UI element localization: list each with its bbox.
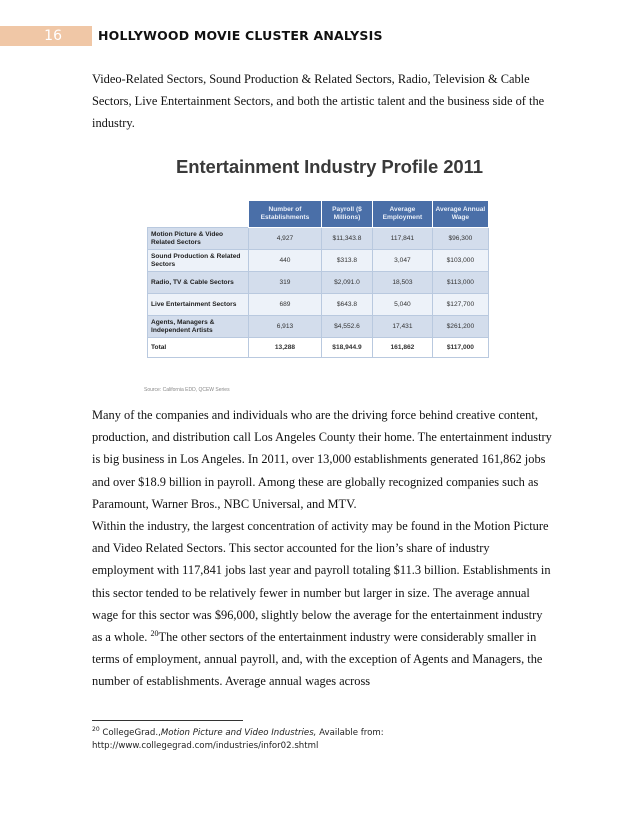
- footnote-divider: [92, 720, 243, 721]
- intro-paragraph: Video-Related Sectors, Sound Production & Related Sectors, Radio, Television & Cable Sectors, Live Entertainment Sectors, and both the artistic talent and the business side of the industry.: [92, 72, 545, 131]
- wage-cell: $261,200: [432, 316, 488, 338]
- table-corner-cell: [148, 201, 249, 228]
- page-header: [0, 26, 638, 46]
- table-row: [148, 250, 489, 272]
- footnote: [92, 727, 552, 754]
- employment-cell: 17,431: [373, 316, 433, 338]
- industry-profile-table: [147, 200, 489, 358]
- table-row: [148, 272, 489, 294]
- footnote-italic-title: Motion Picture and Video Industries,: [160, 728, 317, 738]
- employment-cell: 117,841: [373, 228, 433, 250]
- establishments-cell: 6,913: [249, 316, 322, 338]
- third-paragraph-part-b: The other sectors of the entertainment industry were considerably smaller in terms of employment, annual payroll, and, with the exception of Agents and Managers, the number of establishments. Average annual wages across: [92, 630, 543, 689]
- payroll-cell: $313.8: [321, 250, 372, 272]
- column-header-employment: Average Employment: [373, 201, 433, 228]
- establishments-cell: 319: [249, 272, 322, 294]
- table-total-row: [148, 338, 489, 358]
- column-header-wage: Average Annual Wage: [432, 201, 488, 228]
- table-header-row: [148, 201, 489, 228]
- total-wage: $117,000: [432, 338, 488, 358]
- industry-profile-figure: [144, 140, 495, 397]
- footnote-reference[interactable]: 20: [150, 628, 159, 638]
- establishments-cell: 689: [249, 294, 322, 316]
- wage-cell: $103,000: [432, 250, 488, 272]
- total-payroll: $18,944.9: [321, 338, 372, 358]
- third-paragraph-part-a: Within the industry, the largest concentration of activity may be found in the Motion Picture and Video Related Sectors. This sector accounted for the lion’s share of industry employment with 117,841 jobs last year and payroll totaling $11.3 billion. Establishments in this sector tended to be relatively fewer in number but larger in size. The average annual wage for this sector was $96,000, slightly below the average for the entertainment industry as a whole.: [92, 519, 551, 645]
- footnote-text-a: CollegeGrad.,: [102, 728, 161, 738]
- total-employment: 161,862: [373, 338, 433, 358]
- sector-label: Agents, Managers & Independent Artists: [148, 316, 249, 338]
- footnote-number: 20: [92, 726, 100, 734]
- employment-cell: 18,503: [373, 272, 433, 294]
- employment-cell: 3,047: [373, 250, 433, 272]
- sector-label: Live Entertainment Sectors: [148, 294, 249, 316]
- wage-cell: $113,000: [432, 272, 488, 294]
- column-header-establishments: Number of Establishments: [249, 201, 322, 228]
- payroll-cell: $11,343.8: [321, 228, 372, 250]
- figure-source: Source: California EDD, QCEW Series: [144, 387, 230, 393]
- total-establishments: 13,288: [249, 338, 322, 358]
- page-number: 16: [0, 26, 92, 46]
- footnote-citation: [92, 727, 552, 740]
- second-paragraph: Many of the companies and individuals who are the driving force behind creative content, production, and distribution call Los Angeles County their home. The entertainment industry is big business in Los Angeles. In 2011, over 13,000 establishments generated 161,862 jobs and over $18.9 billion in payroll. Among these are globally recognized companies such as Paramount, Warner Bros., NBC Universal, and MTV.: [92, 408, 552, 511]
- footnote-text-b: Available from:: [316, 728, 384, 738]
- figure-title: Entertainment Industry Profile 2011: [176, 156, 483, 177]
- footnote-url-link[interactable]: http://www.collegegrad.com/industries/infor02.shtml: [92, 741, 319, 752]
- employment-cell: 5,040: [373, 294, 433, 316]
- establishments-cell: 4,927: [249, 228, 322, 250]
- column-header-payroll: Payroll ($ Millions): [321, 201, 372, 228]
- sector-label: Radio, TV & Cable Sectors: [148, 272, 249, 294]
- third-paragraph: [92, 515, 552, 693]
- payroll-cell: $643.8: [321, 294, 372, 316]
- wage-cell: $127,700: [432, 294, 488, 316]
- sector-label: Motion Picture & Video Related Sectors: [148, 228, 249, 250]
- running-title: HOLLYWOOD MOVIE CLUSTER ANALYSIS: [98, 28, 383, 43]
- total-label: Total: [148, 338, 249, 358]
- table-row: [148, 294, 489, 316]
- payroll-cell: $2,091.0: [321, 272, 372, 294]
- sector-label: Sound Production & Related Sectors: [148, 250, 249, 272]
- table-row: [148, 228, 489, 250]
- wage-cell: $96,300: [432, 228, 488, 250]
- table-row: [148, 316, 489, 338]
- payroll-cell: $4,552.6: [321, 316, 372, 338]
- establishments-cell: 440: [249, 250, 322, 272]
